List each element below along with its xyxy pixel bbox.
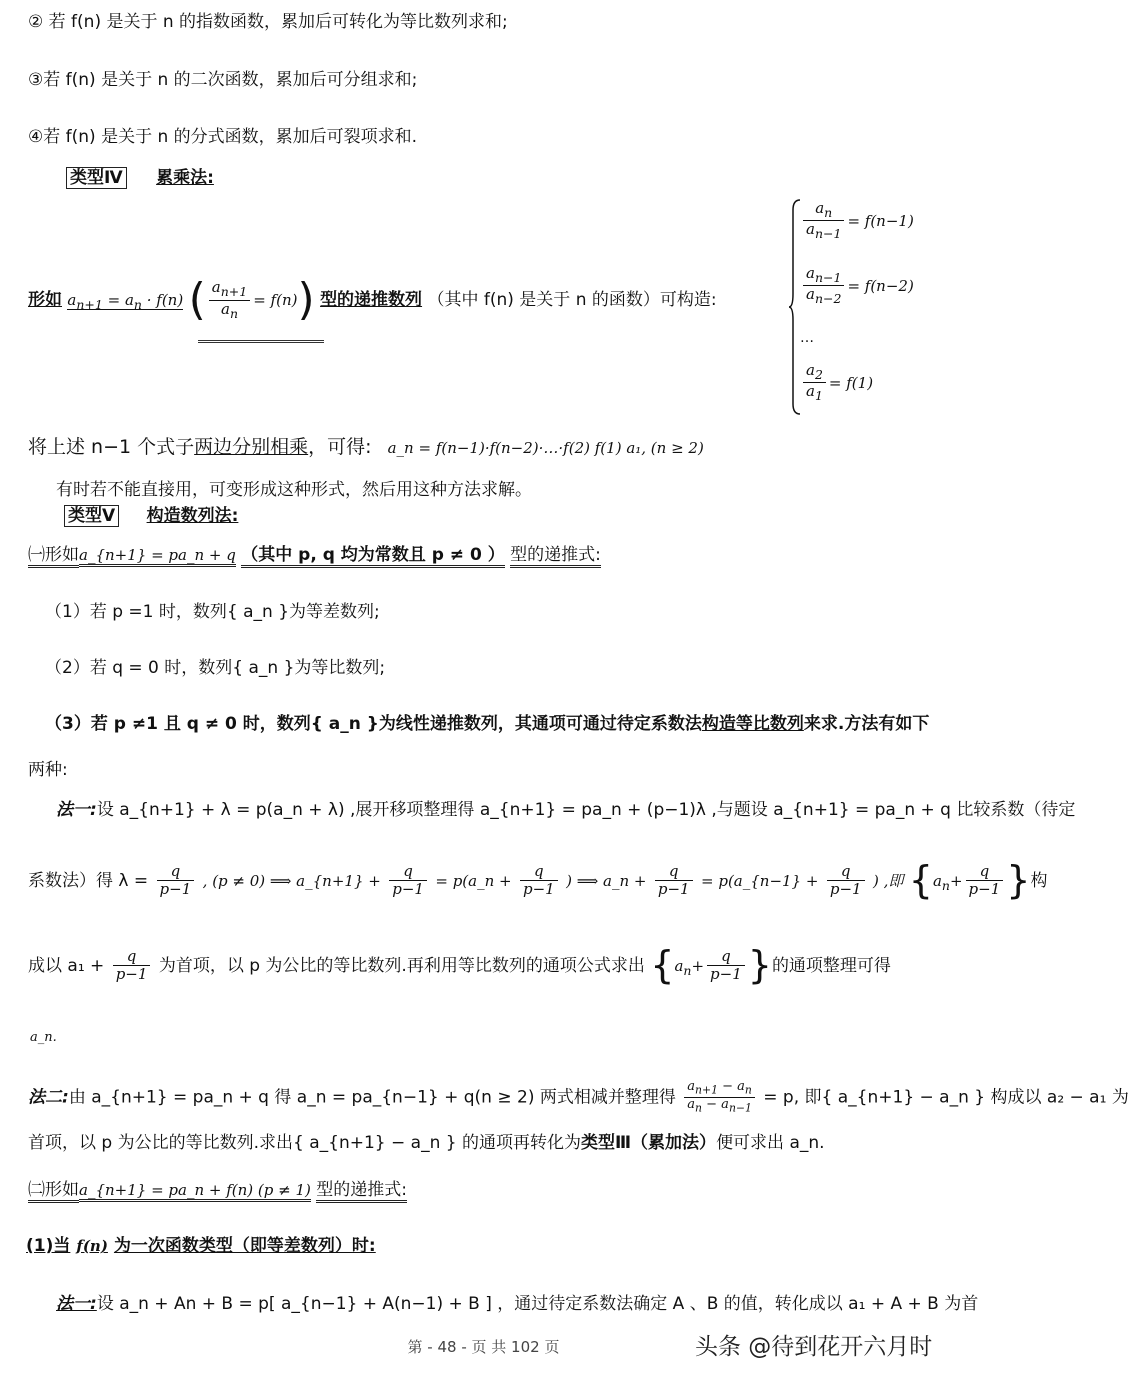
method2-line1: 法二:由 a_{n+1} = pa_n + q 得 a_n = pa_{n−1} + q(n ≥ 2) 两式相减并整理得 $\frac{a_{n+1} - a_n}{a_n - a_{n-1}}$ = p, 即{ a_{n+1} − a_n } 构成以 a₂ − a₁ 为 [28, 1079, 1129, 1115]
system-row-3: … [800, 330, 814, 346]
method2-line2: 首项，以 p 为公比的等比数列.求出{ a_{n+1} − a_n } 的通项再转化为类型Ⅲ（累加法）便可求出 a_n. [28, 1133, 825, 1153]
case-1: （1）若 p =1 时，数列{ a_n }为等差数列; [45, 602, 380, 622]
method3-line: 法一:设 a_n + An + B = p[ a_{n−1} + A(n−1) + B ] ，通过待定系数法确定 A 、B 的值，转化成以 a₁ + A + B 为首 [56, 1294, 979, 1314]
type5-tag: 类型Ⅴ [64, 505, 119, 527]
type4-name: 累乘法: [156, 168, 214, 188]
form4-equation: $a_{n+1} = a_n \cdot f(n)$ [67, 291, 184, 312]
case-2: （2）若 q = 0 时，数列{ a_n }为等比数列; [45, 658, 386, 678]
form4-ratio: $\frac{a_{n+1}}{a_n}$ [209, 279, 250, 321]
text-line-1: ② 若 f(n) 是关于 n 的指数函数，累加后可转化为等比数列求和; [28, 12, 508, 32]
watermark: 头条 @待到花开六月时 [695, 1334, 933, 1360]
multiply-line: 将上述 n−1 个式子两边分别相乘，可得: a_n = f(n−1)·f(n−2)·…·f(2) f(1) a₁, (n ≥ 2) [28, 436, 704, 458]
section1-line: ㈠形如a_{n+1} = pa_n + q （其中 p, q 均为常数且 p ≠ 0 ） 型的递推式: [28, 545, 601, 565]
type5-name: 构造数列法: [146, 506, 239, 526]
form4-mid: 型的递推数列 [320, 290, 423, 310]
multiply-formula: a_n = f(n−1)·f(n−2)·…·f(2) f(1) a₁, (n ≥ 2) [387, 439, 704, 457]
method1-line2: 系数法）得 λ = $\frac{q}{p-1}$ , (p ≠ 0) ⟹ a_{n+1} + $\frac{q}{p-1}$ = p(a_n + $\frac{q}{p-1}$ ) ⟹ a_n + $\frac{q}{p-1}$ = p(a_{n−1} + $\frac{q}{p-1}$ ) ,即 {$a_n+$ $\frac{q}{p-1}$ }构 [28, 858, 1048, 902]
form4-line: 形如 $a_{n+1} = a_n \cdot f(n)$ ( $\frac{a_{n+1}}{a_n}$ = f(n)) 型的递推数列 （其中 f(n) 是关于 n 的函数）可构造: [28, 274, 717, 325]
form4-lead: 形如 [28, 290, 62, 310]
case-3: （3）若 p ≠1 且 q ≠ 0 时，数列{ a_n }为线性递推数列，其通项可通过待定系数法构造等比数列来求.方法有如下 [45, 714, 930, 734]
method1-line1: 法一:设 a_{n+1} + λ = p(a_n + λ) ,展开移项整理得 a_{n+1} = pa_n + (p−1)λ ,与题设 a_{n+1} = pa_n + q 比较系数（待定 [56, 800, 1076, 820]
type4-heading [66, 168, 214, 188]
system-row-4: $\frac{a_2}{a_1}$ = f(1) [800, 362, 873, 404]
section1-equation: a_{n+1} = pa_n + q [79, 546, 236, 567]
form4-double-underline [198, 340, 324, 343]
sub1-line: (1)当 f(n) 为一次函数类型（即等差数列）时: [26, 1236, 376, 1256]
note-line: 有时若不能直接用，可变形成这种形式，然后用这种方法求解。 [56, 480, 532, 500]
section2-equation: a_{n+1} = pa_n + f(n) (p ≠ 1) [79, 1181, 311, 1202]
method1-line4: a_n. [30, 1030, 57, 1045]
text-line-3: ④若 f(n) 是关于 n 的分式函数，累加后可裂项求和. [28, 127, 418, 147]
section2-line: ㈡形如a_{n+1} = pa_n + f(n) (p ≠ 1) 型的递推式: [28, 1180, 407, 1200]
system-row-1: $\frac{a_n}{a_{n-1}}$ = f(n−1) [800, 200, 914, 242]
type5-heading [64, 506, 238, 526]
page-footer: 第 - 48 - 页 共 102 页 [407, 1338, 560, 1356]
section1-cond: （其中 p, q 均为常数且 p ≠ 0 ） [241, 545, 504, 568]
type4-tag: 类型Ⅳ [66, 167, 127, 189]
case-3-cont: 两种: [28, 760, 68, 780]
method1-line3: 成以 a₁ + $\frac{q}{p-1}$ 为首项，以 p 为公比的等比数列.再利用等比数列的通项公式求出 {$a_n+$ $\frac{q}{p-1}$ }的通项整理可得 [28, 943, 891, 987]
text-line-2: ③若 f(n) 是关于 n 的二次函数，累加后可分组求和; [28, 70, 418, 90]
system-row-2: $\frac{a_{n-1}}{a_{n-2}}$ = f(n−2) [800, 265, 914, 307]
form4-rest: （其中 f(n) 是关于 n 的函数）可构造: [427, 290, 717, 310]
